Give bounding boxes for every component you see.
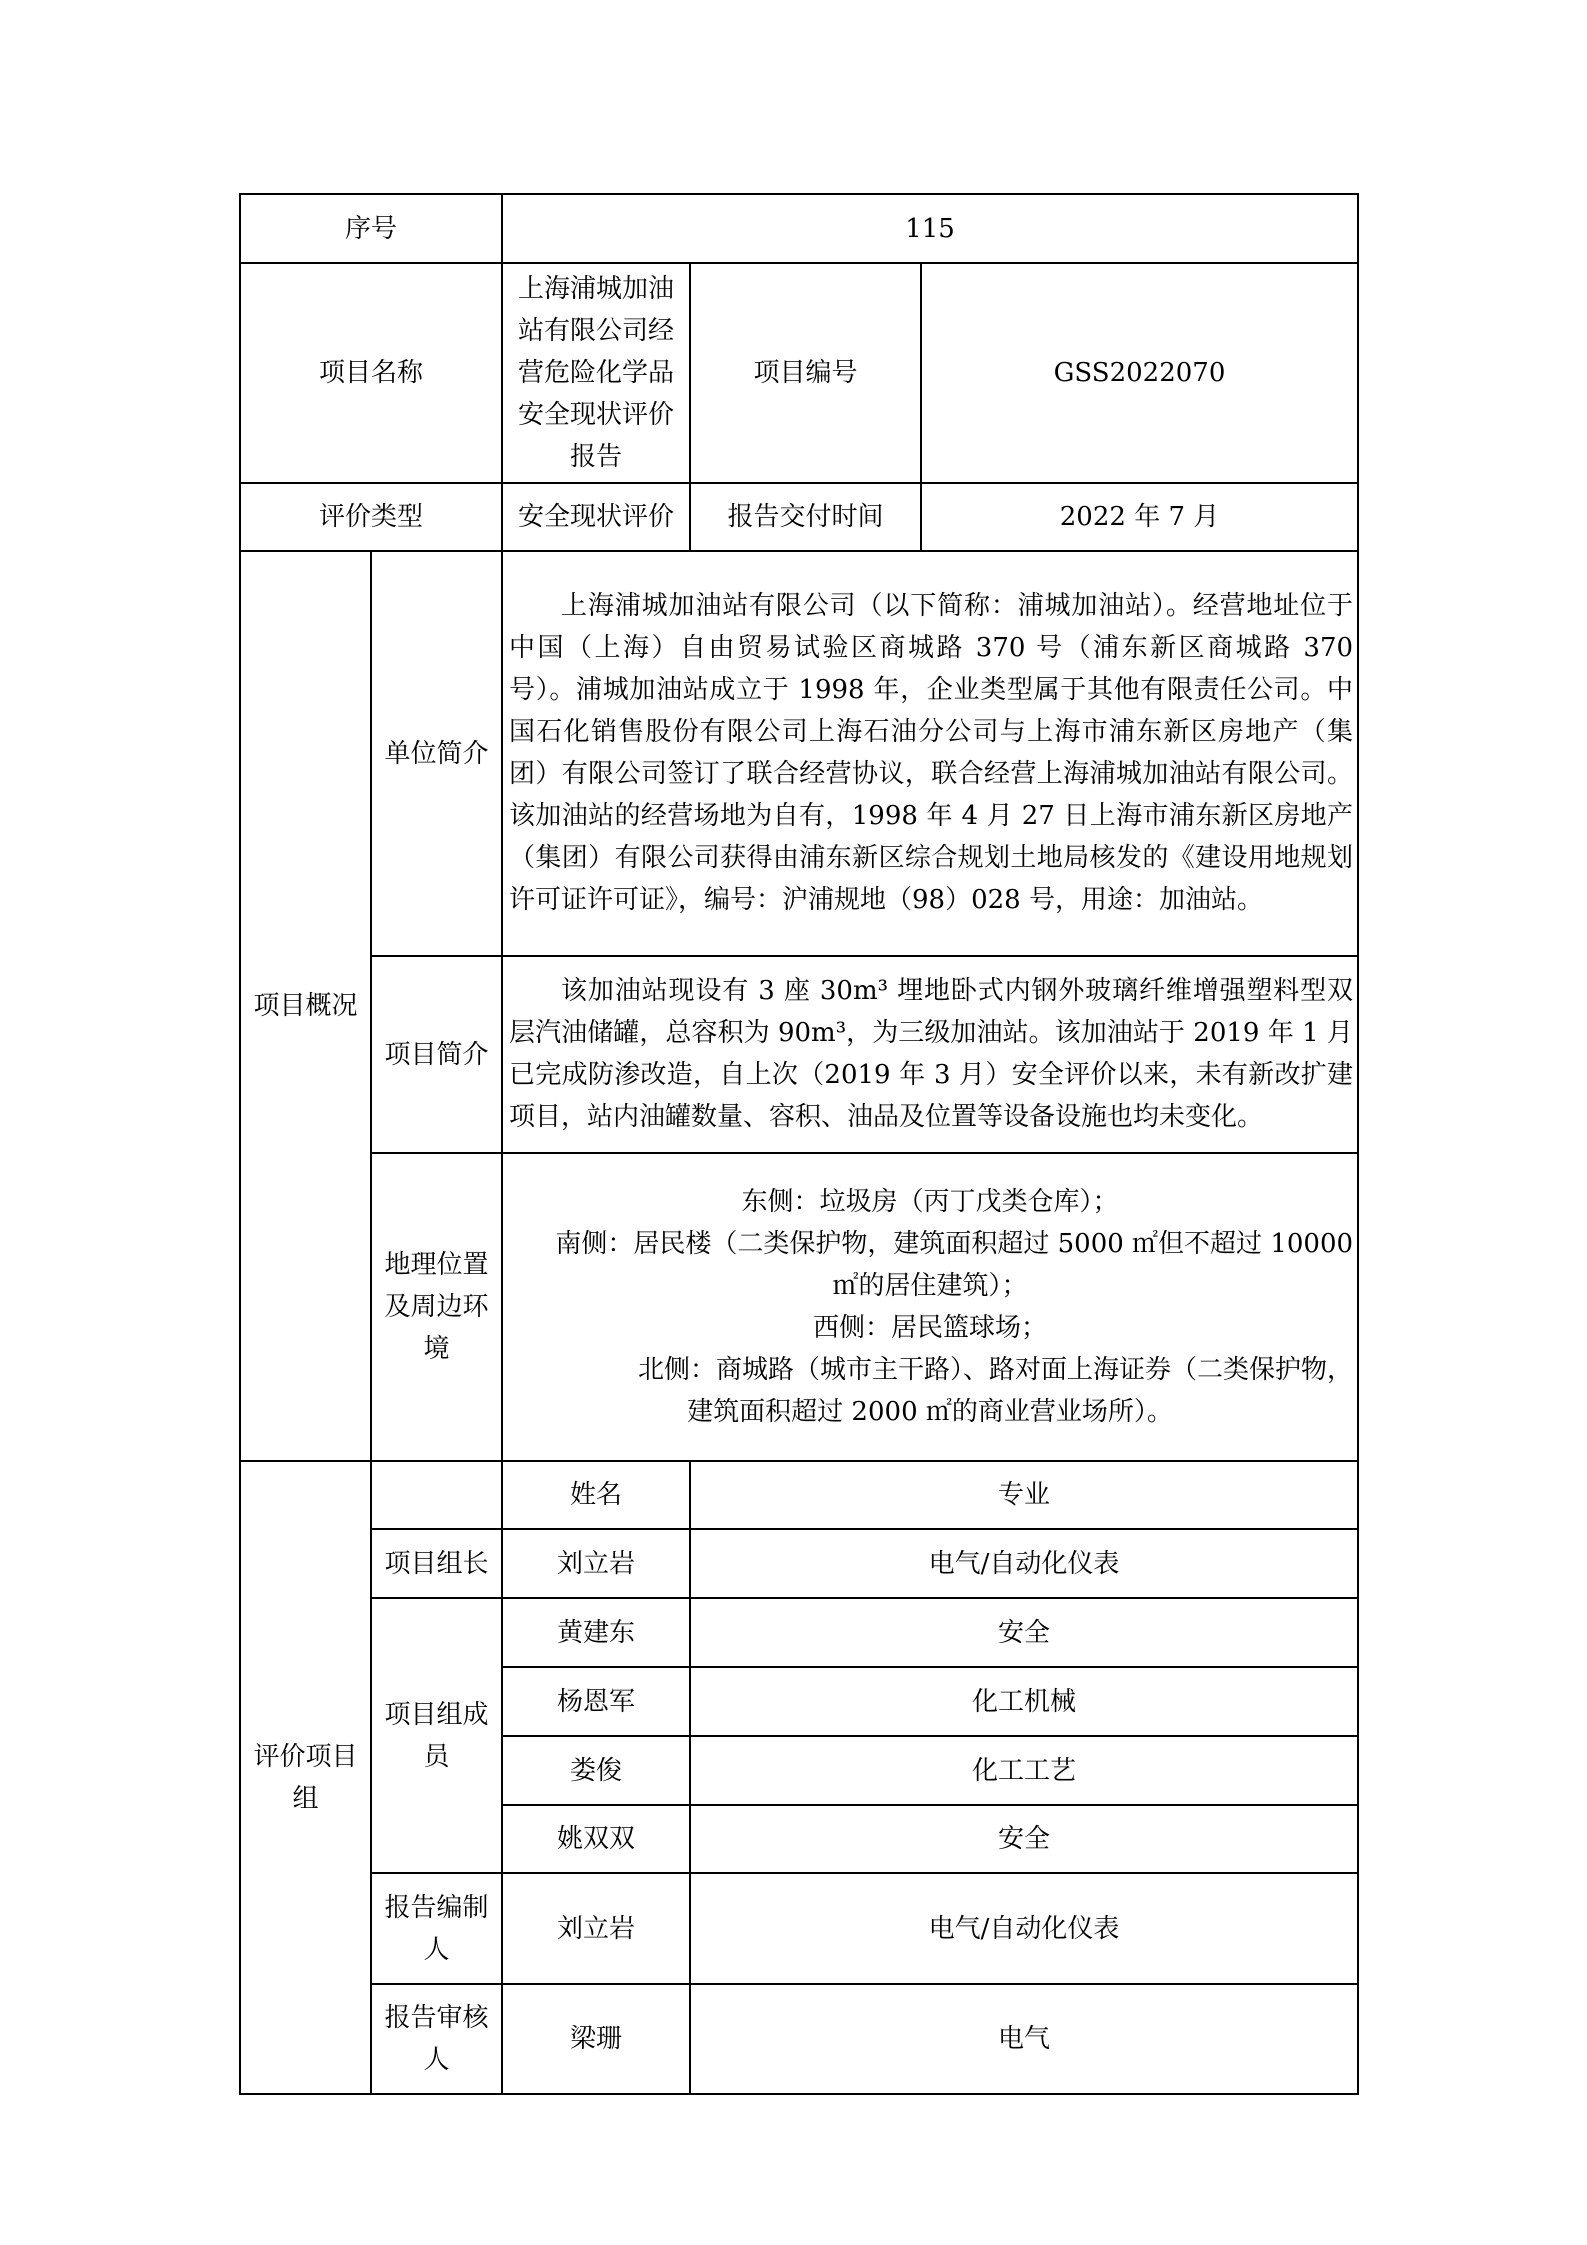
project-name-row <box>240 263 1358 483</box>
delivery-time-label: 报告交付时间 <box>690 483 921 551</box>
team-header-blank <box>371 1461 502 1529</box>
project-intro-label: 项目简介 <box>371 956 502 1153</box>
member-specialty: 安全 <box>690 1598 1358 1667</box>
team-header-name: 姓名 <box>502 1461 690 1529</box>
reviewer-name: 梁珊 <box>502 1984 690 2094</box>
geo-east: 东侧：垃圾房（丙丁戊类仓库）； <box>741 1187 1119 1217</box>
member-specialty: 化工工艺 <box>690 1736 1358 1805</box>
members-label: 项目组成员 <box>371 1598 502 1873</box>
member-name: 娄俊 <box>502 1736 690 1805</box>
reviewer-specialty: 电气 <box>690 1984 1358 2094</box>
leader-row <box>240 1529 1358 1598</box>
author-label: 报告编制人 <box>371 1873 502 1984</box>
member-row <box>240 1598 1358 1667</box>
unit-intro-text: 上海浦城加油站有限公司（以下简称：浦城加油站）。经营地址位于中国（上海）自由贸易试验区商城路 370 号（浦东新区商城路 370 号）。浦城加油站成立于 1998 年，企业类型属于其他有限责任公司。中国石化销售股份有限公司上海石油分公司与上海市浦东新区房地产（集团）有限公司签订了联合经营协议，联合经营上海浦城加油站有限公司。该加油站的经营场地为自有，1998 年 4 月 27 日上海市浦东新区房地产（集团）有限公司获得由浦东新区综合规划土地局核发的《建设用地规划许可证许可证》，编号：沪浦规地（98）028 号，用途：加油站。 <box>502 551 1358 956</box>
leader-name: 刘立岩 <box>502 1529 690 1598</box>
geo-label: 地理位置及周边环境 <box>371 1153 502 1461</box>
geo-west: 西侧：居民篮球场； <box>813 1313 1048 1343</box>
project-code-label: 项目编号 <box>690 263 921 483</box>
author-specialty: 电气/自动化仪表 <box>690 1873 1358 1984</box>
serial-row <box>240 194 1358 263</box>
team-label: 评价项目组 <box>240 1461 371 2094</box>
project-name-value: 上海浦城加油站有限公司经营危险化学品安全现状评价报告 <box>502 263 690 483</box>
evaluation-row <box>240 483 1358 551</box>
geo-north-line2: 建筑面积超过 2000 ㎡的商业营业场所）。 <box>687 1397 1173 1427</box>
unit-intro-row <box>240 551 1358 956</box>
member-name: 杨恩军 <box>502 1667 690 1736</box>
geo-content <box>502 1153 1358 1461</box>
reviewer-label: 报告审核人 <box>371 1984 502 2094</box>
project-info-table <box>239 193 1359 2095</box>
project-intro-text: 该加油站现设有 3 座 30m³ 埋地卧式内钢外玻璃纤维增强塑料型双层汽油储罐，总容积为 90m³，为三级加油站。该加油站于 2019 年 1 月已完成防渗改造，自上次（2019 年 3 月）安全评价以来，未有新改扩建项目，站内油罐数量、容积、油品及位置等设备设施也均未变化。 <box>502 956 1358 1153</box>
member-specialty: 安全 <box>690 1805 1358 1873</box>
evaluation-type-value: 安全现状评价 <box>502 483 690 551</box>
team-header-row <box>240 1461 1358 1529</box>
geo-row <box>240 1153 1358 1461</box>
project-code-value: GSS2022070 <box>921 263 1358 483</box>
member-name: 姚双双 <box>502 1805 690 1873</box>
delivery-time-value: 2022 年 7 月 <box>921 483 1358 551</box>
project-name-label: 项目名称 <box>240 263 502 483</box>
unit-intro-label: 单位简介 <box>371 551 502 956</box>
team-header-specialty: 专业 <box>690 1461 1358 1529</box>
overview-label: 项目概况 <box>240 551 371 1461</box>
leader-label: 项目组长 <box>371 1529 502 1598</box>
evaluation-type-label: 评价类型 <box>240 483 502 551</box>
geo-south-line1: 南侧：居民楼（二类保护物，建筑面积超过 5000 ㎡但不超过 10000 <box>555 1229 1354 1259</box>
author-name: 刘立岩 <box>502 1873 690 1984</box>
author-row <box>240 1873 1358 1984</box>
member-specialty: 化工机械 <box>690 1667 1358 1736</box>
reviewer-row <box>240 1984 1358 2094</box>
project-intro-row <box>240 956 1358 1153</box>
leader-specialty: 电气/自动化仪表 <box>690 1529 1358 1598</box>
serial-value: 115 <box>502 194 1358 263</box>
serial-label: 序号 <box>240 194 502 263</box>
geo-south-line2: ㎡的居住建筑）； <box>832 1271 1028 1301</box>
member-name: 黄建东 <box>502 1598 690 1667</box>
geo-north-line1: 北侧：商城路（城市主干路）、路对面上海证券（二类保护物， <box>638 1355 1354 1385</box>
